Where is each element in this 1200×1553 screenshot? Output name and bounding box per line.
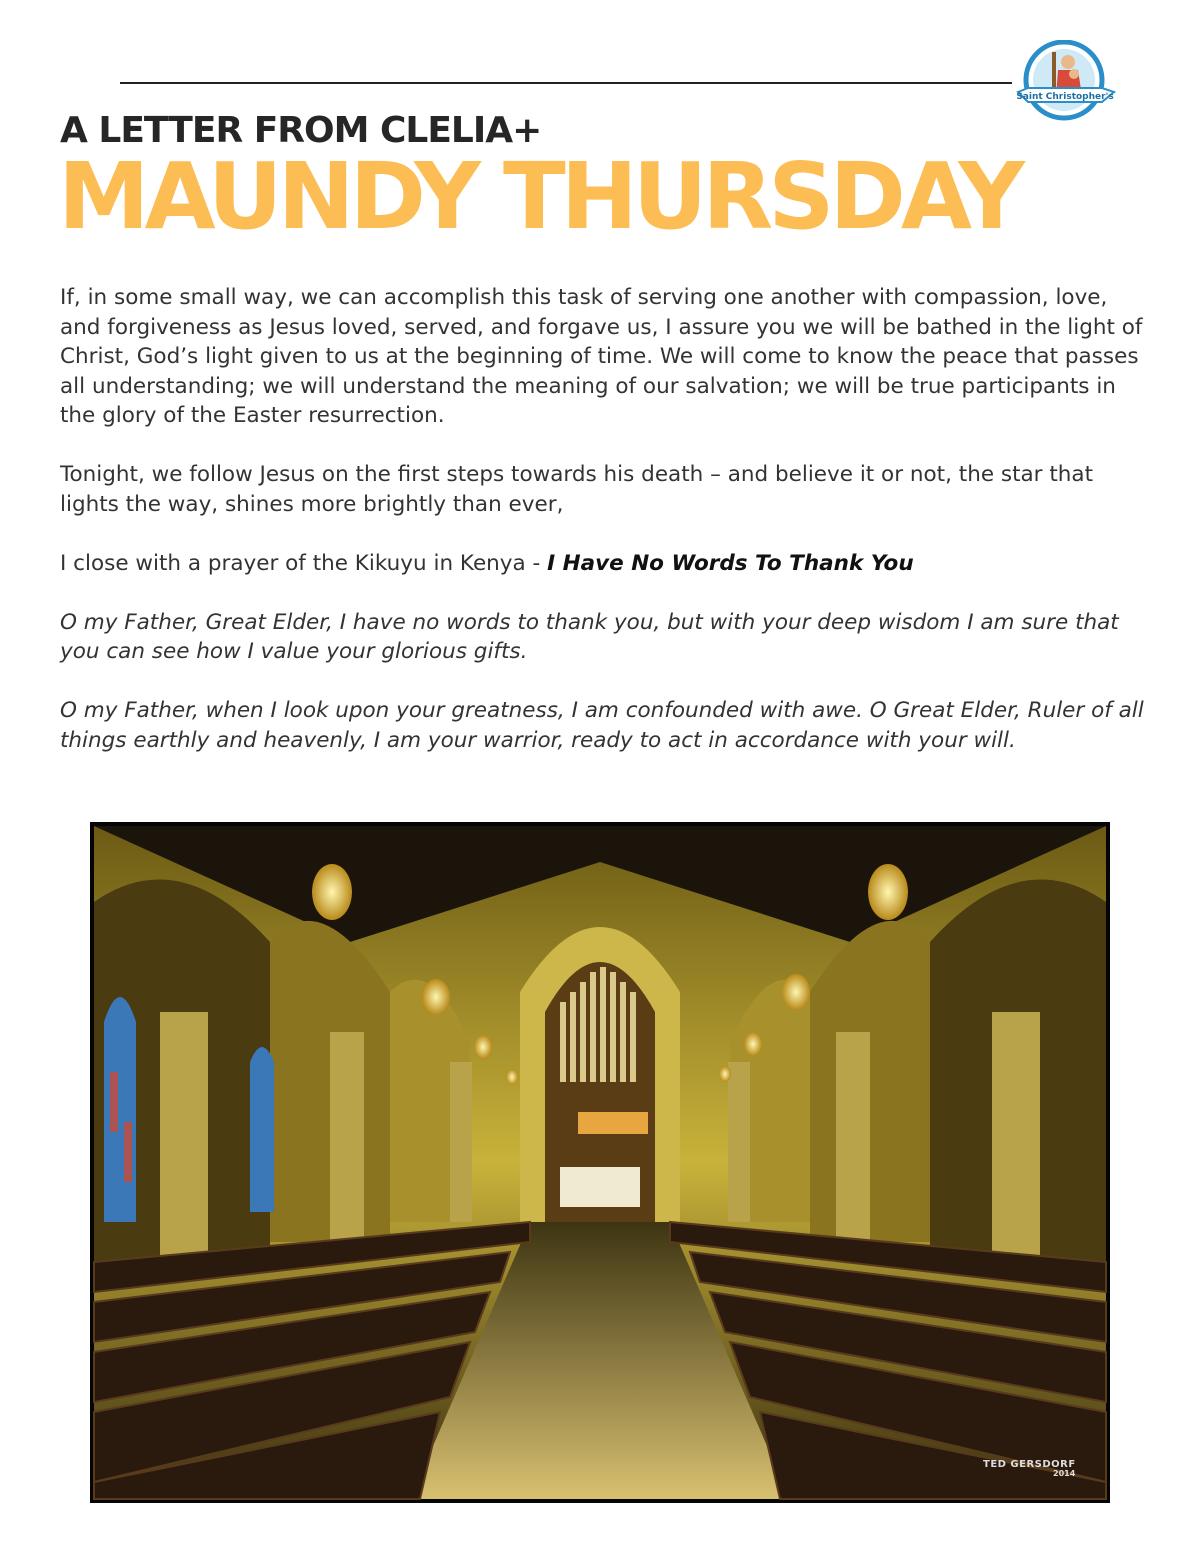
prayer-intro: I close with a prayer of the Kikuyu in Kenya -	[60, 550, 548, 576]
prayer-paragraph	[60, 696, 1150, 755]
letter-paragraph: If, in some small way, we can accomplish this task of serving one another with compassion, love, and forgiveness as Jesus loved, served, and forgave us, I assure you we will be bathed in the light of Christ, God’s light given to us at the beginning of time. We will come to know the peace that passes all understanding; we will understand the meaning of our salvation; we will be true participants in the glory of the Easter resurrection.	[60, 285, 1143, 428]
prayer-text: O my Father, Great Elder, I have no words to thank you, but with your deep wisdom I am sure that you can see how I value your glorious gifts.	[60, 609, 1119, 664]
header-rule	[120, 82, 1012, 84]
svg-text:Saint Christopher's: Saint Christopher's	[1016, 92, 1114, 102]
church-interior-photo	[90, 822, 1110, 1503]
letter-body	[60, 283, 1150, 785]
prayer-title: I Have No Words To Thank You	[547, 550, 914, 576]
page-title: MAUNDY THURSDAY	[58, 143, 1020, 250]
photo-credit-name: TED GERSDORF	[983, 1459, 1076, 1470]
church-seal-icon	[1016, 40, 1120, 126]
prayer-text: O my Father, when I look upon your greatness, I am confounded with awe. O Great Elder, Ruler of all things earthly and heavenly, I am your warrior, ready to act in accordance with your will.	[60, 698, 1144, 753]
letter-kicker: A LETTER FROM CLELIA+	[60, 110, 542, 151]
church-interior-illustration	[90, 822, 1110, 1503]
church-logo	[1016, 40, 1120, 126]
photo-credit-year: 2014	[1053, 1469, 1076, 1478]
prayer-paragraph	[60, 608, 1150, 667]
prayer-intro-line	[60, 549, 1150, 579]
letter-paragraph: Tonight, we follow Jesus on the first steps towards his death – and believe it or not, the star that lights the way, shines more brightly than ever,	[60, 462, 1094, 517]
